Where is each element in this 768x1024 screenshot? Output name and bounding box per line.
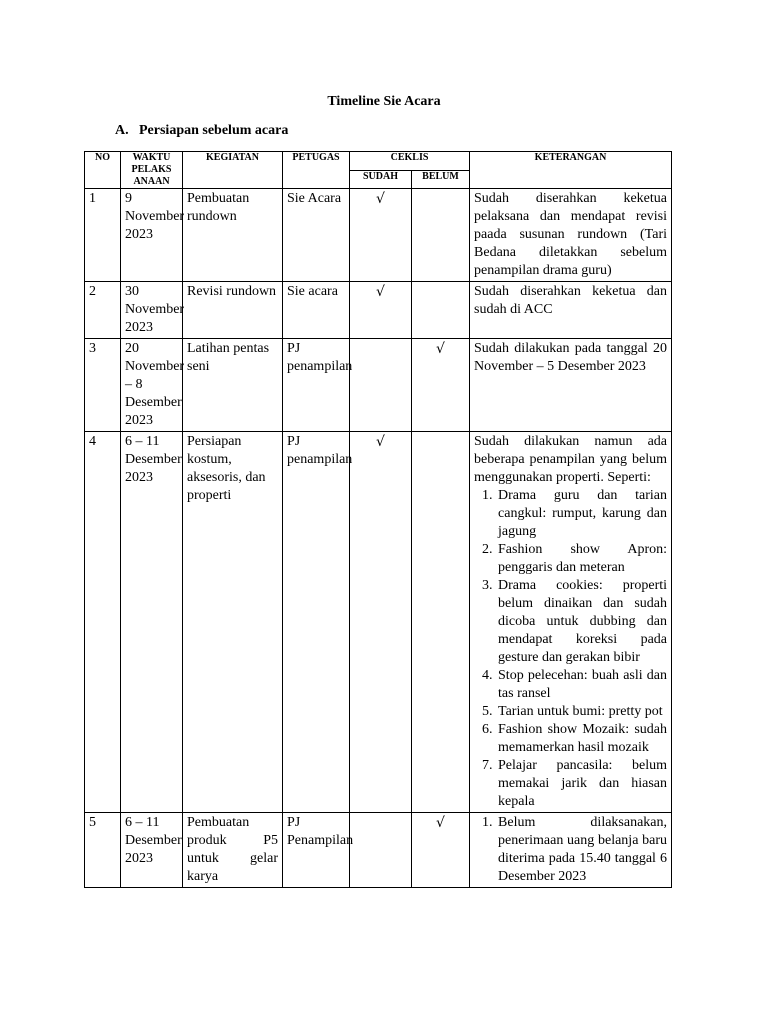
row-petugas: Sie acara: [283, 282, 350, 339]
header-waktu: WAKTU PELAKS ANAAN: [121, 152, 183, 189]
check-belum: √: [412, 339, 470, 432]
list-item: 2. Fashion show Apron: penggaris dan meteran: [496, 541, 667, 577]
keterangan-list: [474, 814, 667, 886]
row-kegiatan: Persiapan kostum, aksesoris, dan properti: [183, 432, 283, 813]
list-item: 3. Drama cookies: properti belum dinaikan dan sudah dicoba untuk dubbing dan mendapat koreksi pada gesture dan gerakan bibir: [496, 577, 667, 667]
row-waktu: 20 November – 8 Desember 2023: [121, 339, 183, 432]
list-item: 1. Drama guru dan tarian cangkul: rumput, karung dan jagung: [496, 487, 667, 541]
row-kegiatan: Pembuatan rundown: [183, 189, 283, 282]
row-number: 5: [85, 813, 121, 888]
section-title: Persiapan sebelum acara: [139, 123, 289, 138]
keterangan-list: [474, 487, 667, 811]
row-keterangan: Sudah diserahkan keketua pelaksana dan mendapat revisi paada susunan rundown (Tari Bedana diletakkan sebelum penampilan drama guru): [470, 189, 672, 282]
list-item: 5. Tarian untuk bumi: pretty pot: [496, 703, 667, 721]
header-sudah: SUDAH: [350, 170, 412, 189]
timeline-table: [84, 151, 672, 888]
row-petugas: PJ penampilan: [283, 432, 350, 813]
row-petugas: PJ Penampilan: [283, 813, 350, 888]
check-belum: [412, 282, 470, 339]
header-keterangan: KETERANGAN: [470, 152, 672, 189]
row-number: 1: [85, 189, 121, 282]
header-ceklis: CEKLIS: [350, 152, 470, 171]
row-keterangan: [470, 432, 672, 813]
check-belum: [412, 189, 470, 282]
header-row: [85, 152, 672, 171]
check-belum: √: [412, 813, 470, 888]
row-waktu: 6 – 11 Desember 2023: [121, 813, 183, 888]
row-kegiatan: Revisi rundown: [183, 282, 283, 339]
check-sudah: √: [350, 432, 412, 813]
list-item: 7. Pelajar pancasila: belum memakai jarik dan hiasan kepala: [496, 757, 667, 811]
check-sudah: [350, 339, 412, 432]
row-petugas: PJ penampilan: [283, 339, 350, 432]
list-item: 4. Stop pelecehan: buah asli dan tas ransel: [496, 667, 667, 703]
list-item: 6. Fashion show Mozaik: sudah memamerkan hasil mozaik: [496, 721, 667, 757]
keterangan-intro: Sudah dilakukan namun ada beberapa penampilan yang belum menggunakan properti. Seperti:: [474, 434, 668, 485]
row-keterangan: [470, 813, 672, 888]
header-no: NO: [85, 152, 121, 189]
row-number: 2: [85, 282, 121, 339]
row-keterangan: Sudah diserahkan keketua dan sudah di ACC: [470, 282, 672, 339]
check-belum: [412, 432, 470, 813]
row-number: 3: [85, 339, 121, 432]
table-row: [85, 813, 672, 888]
header-petugas: PETUGAS: [283, 152, 350, 189]
row-kegiatan: Pembuatan produk P5 untuk gelar karya: [183, 813, 283, 888]
header-kegiatan: KEGIATAN: [183, 152, 283, 189]
table-row: [85, 282, 672, 339]
row-kegiatan: Latihan pentas seni: [183, 339, 283, 432]
row-waktu: 9 November 2023: [121, 189, 183, 282]
section-heading: [115, 123, 288, 139]
row-keterangan: Sudah dilakukan pada tanggal 20 November – 5 Desember 2023: [470, 339, 672, 432]
check-sudah: √: [350, 189, 412, 282]
table-row: [85, 432, 672, 813]
row-petugas: Sie Acara: [283, 189, 350, 282]
check-sudah: [350, 813, 412, 888]
table-row: [85, 189, 672, 282]
row-waktu: 6 – 11 Desember 2023: [121, 432, 183, 813]
row-waktu: 30 November 2023: [121, 282, 183, 339]
document-title: Timeline Sie Acara: [327, 94, 441, 109]
list-item: 1. Belum dilaksanakan, penerimaan uang belanja baru diterima pada 15.40 tanggal 6 Desember 2023: [496, 814, 667, 886]
section-letter: A.: [115, 123, 129, 138]
header-belum: BELUM: [412, 170, 470, 189]
check-sudah: √: [350, 282, 412, 339]
row-number: 4: [85, 432, 121, 813]
table-row: [85, 339, 672, 432]
